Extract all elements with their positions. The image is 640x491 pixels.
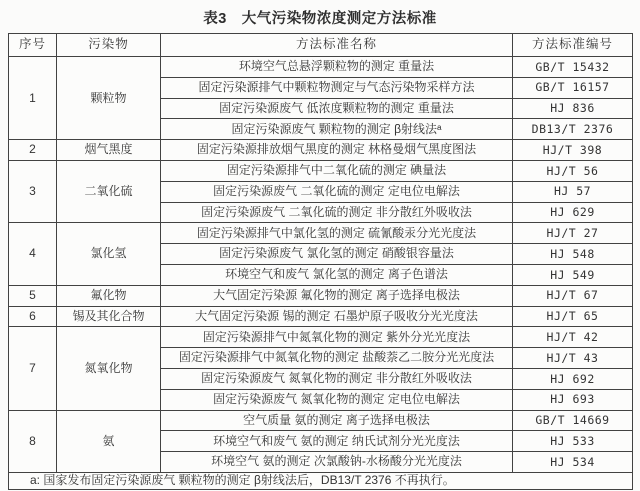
- method-code-cell: HJ/T 67: [513, 285, 633, 306]
- method-code-cell: HJ 533: [513, 431, 633, 452]
- method-code-cell: HJ/T 398: [513, 140, 633, 161]
- serial-number-cell: 4: [9, 223, 57, 285]
- table-row: [9, 57, 633, 78]
- standards-table: [8, 33, 633, 490]
- serial-number-cell: 3: [9, 160, 57, 222]
- serial-number-cell: 5: [9, 285, 57, 306]
- serial-number-cell: 6: [9, 306, 57, 327]
- method-name-cell: 固定污染源废气 颗粒物的测定 β射线法ᵃ: [161, 119, 513, 140]
- method-code-cell: HJ/T 43: [513, 348, 633, 369]
- method-code-cell: HJ 836: [513, 98, 633, 119]
- serial-number-cell: 7: [9, 327, 57, 410]
- method-name-cell: 固定污染源废气 氮氧化物的测定 定电位电解法: [161, 389, 513, 410]
- table-title: 表3 大气污染物浓度测定方法标准: [203, 11, 437, 27]
- method-name-cell: 固定污染源排气中二氧化硫的测定 碘量法: [161, 160, 513, 181]
- method-name-cell: 环境空气和废气 氯化氢的测定 离子色谱法: [161, 264, 513, 285]
- method-name-cell: 固定污染源废气 氯化氢的测定 硝酸银容量法: [161, 244, 513, 265]
- serial-number-cell: 2: [9, 140, 57, 161]
- table-footnote: a: 国家发布固定污染源废气 颗粒物的测定 β射线法后，DB13/T 2376 不再执行。: [9, 472, 633, 489]
- method-code-cell: HJ 549: [513, 264, 633, 285]
- method-code-cell: GB/T 15432: [513, 57, 633, 78]
- table-row: [9, 306, 633, 327]
- table-row: [9, 223, 633, 244]
- table-row: [9, 285, 633, 306]
- method-code-cell: HJ/T 27: [513, 223, 633, 244]
- method-code-cell: DB13/T 2376: [513, 119, 633, 140]
- method-code-cell: HJ 693: [513, 389, 633, 410]
- method-code-cell: HJ 692: [513, 368, 633, 389]
- method-code-cell: GB/T 16157: [513, 77, 633, 98]
- method-code-cell: HJ 534: [513, 452, 633, 473]
- method-code-cell: GB/T 14669: [513, 410, 633, 431]
- method-name-cell: 固定污染源排气中颗粒物测定与气态污染物采样方法: [161, 77, 513, 98]
- table-row: [9, 410, 633, 431]
- method-name-cell: 固定污染源排气中氯化氢的测定 硫氰酸汞分光光度法: [161, 223, 513, 244]
- pollutant-cell: 氟化物: [57, 285, 161, 306]
- table-row: [9, 160, 633, 181]
- header-row: [9, 34, 633, 57]
- pollutant-cell: 锡及其化合物: [57, 306, 161, 327]
- pollutant-cell: 烟气黑度: [57, 140, 161, 161]
- method-name-cell: 环境空气和废气 氨的测定 纳氏试剂分光光度法: [161, 431, 513, 452]
- header-pollutant: 污染物: [57, 34, 161, 57]
- method-name-cell: 空气质量 氨的测定 离子选择电极法: [161, 410, 513, 431]
- method-name-cell: 大气固定污染源 锡的测定 石墨炉原子吸收分光光度法: [161, 306, 513, 327]
- pollutant-cell: 氮氧化物: [57, 327, 161, 410]
- method-code-cell: HJ/T 42: [513, 327, 633, 348]
- method-name-cell: 固定污染源排气中氮氧化物的测定 盐酸萘乙二胺分光光度法: [161, 348, 513, 369]
- pollutant-cell: 颗粒物: [57, 57, 161, 140]
- header-method-name: 方法标准名称: [161, 34, 513, 57]
- method-name-cell: 固定污染源废气 二氧化硫的测定 定电位电解法: [161, 181, 513, 202]
- serial-number-cell: 8: [9, 410, 57, 472]
- header-method-code: 方法标准编号: [513, 34, 633, 57]
- serial-number-cell: 1: [9, 57, 57, 140]
- table-row: [9, 327, 633, 348]
- method-code-cell: HJ/T 56: [513, 160, 633, 181]
- method-name-cell: 固定污染源废气 二氧化硫的测定 非分散红外吸收法: [161, 202, 513, 223]
- method-code-cell: HJ 548: [513, 244, 633, 265]
- method-code-cell: HJ 57: [513, 181, 633, 202]
- method-name-cell: 大气固定污染源 氟化物的测定 离子选择电极法: [161, 285, 513, 306]
- pollutant-cell: 二氧化硫: [57, 160, 161, 222]
- header-serial-number: 序号: [9, 34, 57, 57]
- method-name-cell: 固定污染源排气中氮氧化物的测定 紫外分光光度法: [161, 327, 513, 348]
- footnote-row: [9, 472, 633, 489]
- method-name-cell: 环境空气 氨的测定 次氯酸钠-水杨酸分光光度法: [161, 452, 513, 473]
- pollutant-cell: 氨: [57, 410, 161, 472]
- method-name-cell: 固定污染源排放烟气黑度的测定 林格曼烟气黑度图法: [161, 140, 513, 161]
- method-name-cell: 环境空气总悬浮颗粒物的测定 重量法: [161, 57, 513, 78]
- table-row: [9, 140, 633, 161]
- method-code-cell: HJ 629: [513, 202, 633, 223]
- method-name-cell: 固定污染源废气 低浓度颗粒物的测定 重量法: [161, 98, 513, 119]
- method-name-cell: 固定污染源废气 氮氧化物的测定 非分散红外吸收法: [161, 368, 513, 389]
- pollutant-cell: 氯化氢: [57, 223, 161, 285]
- method-code-cell: HJ/T 65: [513, 306, 633, 327]
